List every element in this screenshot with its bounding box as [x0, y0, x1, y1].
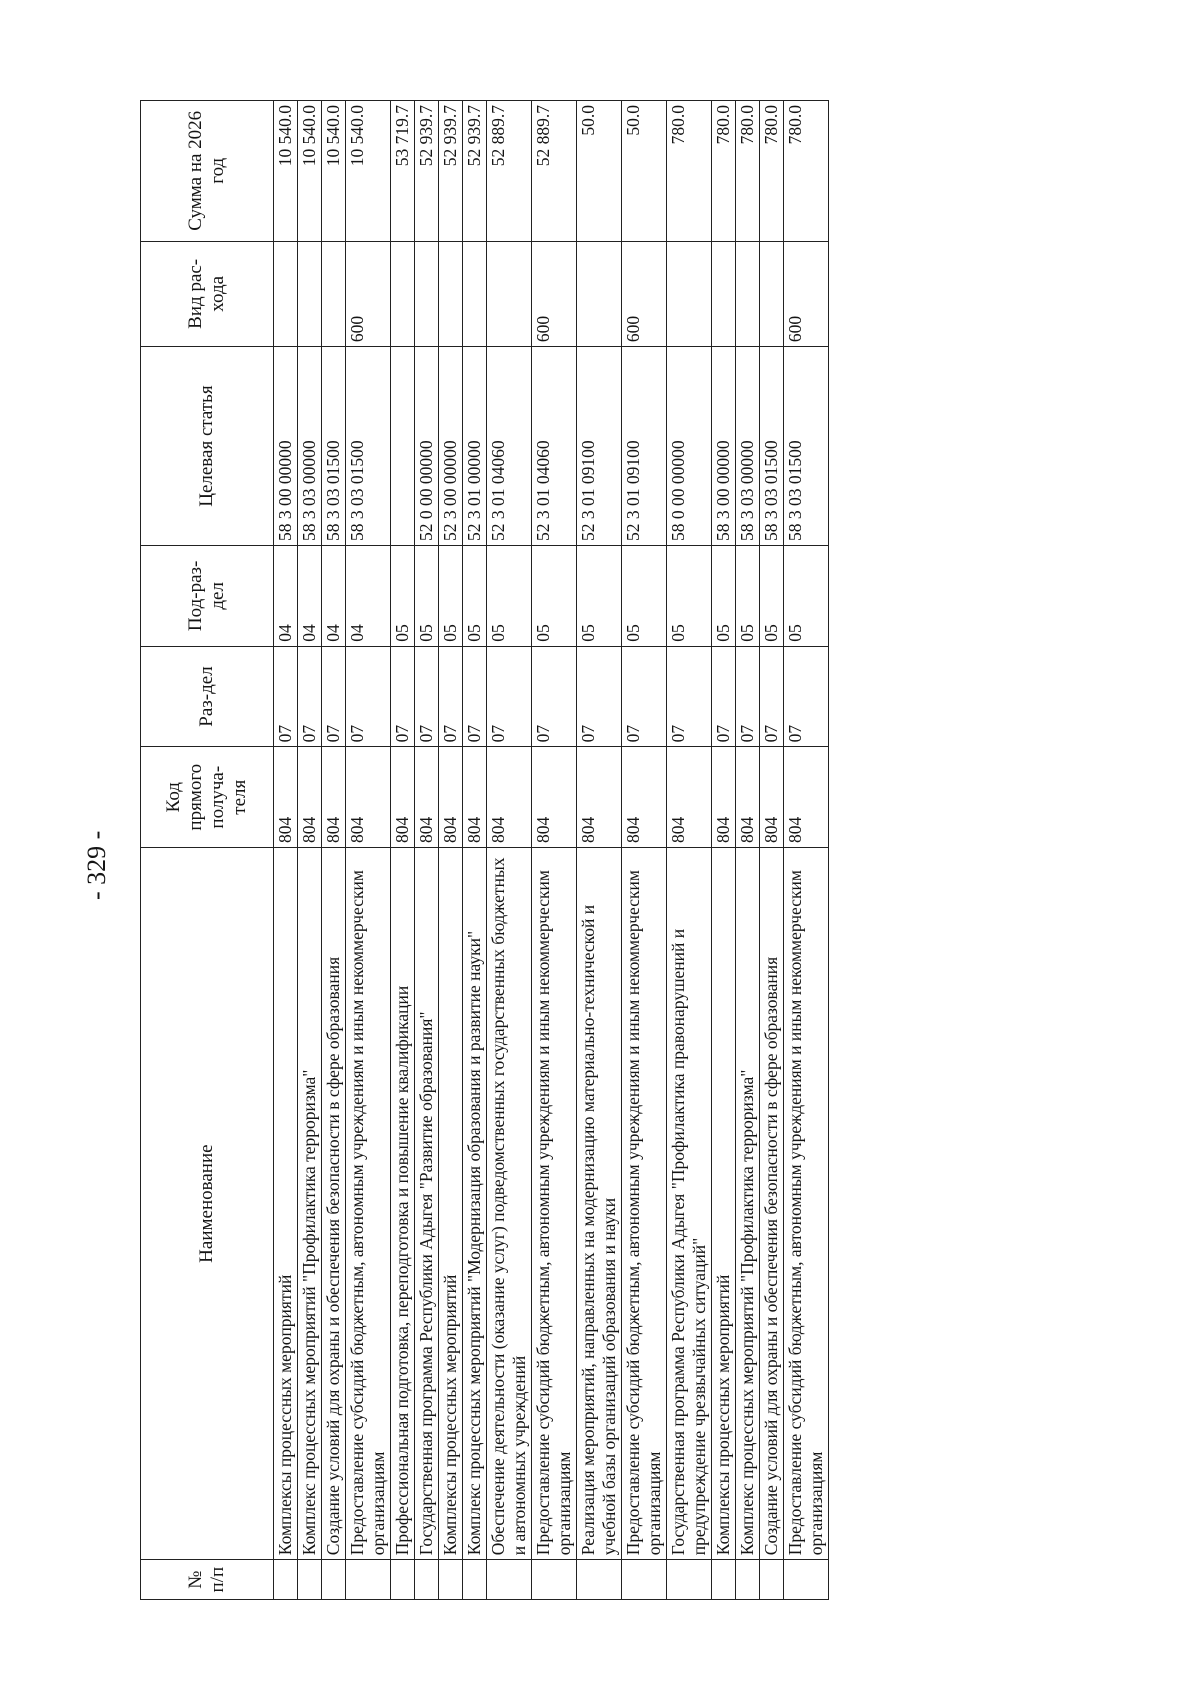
cell-podrazdel: 05 — [415, 546, 439, 647]
cell-summa: 52 889.7 — [532, 101, 577, 242]
cell-celevaya: 52 3 01 09100 — [577, 347, 622, 546]
cell-code: 804 — [667, 747, 712, 848]
cell-podrazdel: 05 — [532, 546, 577, 647]
cell-name: Комплексы процессных мероприятий — [712, 848, 736, 1560]
cell-podrazdel: 05 — [439, 546, 463, 647]
cell-code: 804 — [415, 747, 439, 848]
cell-code: 804 — [346, 747, 391, 848]
header-code: Код прямого получа-теля — [141, 747, 274, 848]
cell-vid — [760, 241, 784, 347]
cell-razdel: 07 — [346, 646, 391, 747]
cell-vid: 600 — [622, 241, 667, 347]
cell-name: Предоставление субсидий бюджетным, автономным учреждениям и иным некоммерческим организациям — [784, 848, 829, 1560]
cell-num — [298, 1560, 322, 1600]
cell-name: Комплекс процессных мероприятий "Профилактика терроризма" — [298, 848, 322, 1560]
table-row — [415, 101, 439, 1600]
cell-code: 804 — [736, 747, 760, 848]
table-row — [667, 101, 712, 1600]
cell-celevaya: 52 3 01 04060 — [487, 347, 532, 546]
cell-vid — [274, 241, 298, 347]
cell-code: 804 — [487, 747, 532, 848]
header-celevaya: Целевая статья — [141, 347, 274, 546]
cell-razdel: 07 — [487, 646, 532, 747]
cell-razdel: 07 — [622, 646, 667, 747]
cell-vid — [415, 241, 439, 347]
cell-name: Профессиональная подготовка, переподготовка и повышение квалификации — [391, 848, 415, 1560]
cell-num — [463, 1560, 487, 1600]
cell-podrazdel: 04 — [298, 546, 322, 647]
cell-code: 804 — [532, 747, 577, 848]
cell-podrazdel: 05 — [784, 546, 829, 647]
header-summa: Сумма на 2026 год — [141, 101, 274, 242]
cell-summa: 52 939.7 — [463, 101, 487, 242]
cell-podrazdel: 04 — [346, 546, 391, 647]
cell-code: 804 — [760, 747, 784, 848]
cell-razdel: 07 — [298, 646, 322, 747]
cell-razdel: 07 — [736, 646, 760, 747]
cell-summa: 50.0 — [622, 101, 667, 242]
rotated-table-wrapper — [140, 100, 1090, 1600]
cell-num — [415, 1560, 439, 1600]
cell-num — [487, 1560, 532, 1600]
cell-podrazdel: 05 — [667, 546, 712, 647]
cell-summa: 52 939.7 — [439, 101, 463, 242]
cell-name: Комплексы процессных мероприятий — [274, 848, 298, 1560]
cell-summa: 50.0 — [577, 101, 622, 242]
cell-razdel: 07 — [577, 646, 622, 747]
cell-celevaya: 52 0 00 00000 — [415, 347, 439, 546]
cell-podrazdel: 05 — [487, 546, 532, 647]
cell-num — [622, 1560, 667, 1600]
cell-celevaya: 52 3 00 00000 — [439, 347, 463, 546]
page-number: - 329 - — [82, 830, 111, 900]
cell-vid — [487, 241, 532, 347]
cell-podrazdel: 05 — [391, 546, 415, 647]
cell-razdel: 07 — [760, 646, 784, 747]
cell-num — [274, 1560, 298, 1600]
cell-name: Государственная программа Республики Адыгея "Развитие образования" — [415, 848, 439, 1560]
cell-summa: 52 939.7 — [415, 101, 439, 242]
cell-razdel: 07 — [712, 646, 736, 747]
cell-code: 804 — [463, 747, 487, 848]
cell-podrazdel: 05 — [760, 546, 784, 647]
cell-num — [784, 1560, 829, 1600]
table-row — [298, 101, 322, 1600]
cell-name: Реализация мероприятий, направленных на модернизацию материально-технической и учебной базы организаций образования и науки — [577, 848, 622, 1560]
cell-vid — [322, 241, 346, 347]
cell-celevaya: 58 3 03 01500 — [346, 347, 391, 546]
cell-vid — [736, 241, 760, 347]
header-vid: Вид рас-хода — [141, 241, 274, 347]
cell-vid — [439, 241, 463, 347]
header-podrazdel: Под-раз-дел — [141, 546, 274, 647]
cell-podrazdel: 04 — [274, 546, 298, 647]
header-razdel: Раз-дел — [141, 646, 274, 747]
cell-code: 804 — [274, 747, 298, 848]
cell-celevaya: 58 3 00 00000 — [274, 347, 298, 546]
budget-table — [140, 100, 829, 1600]
cell-num — [346, 1560, 391, 1600]
table-row — [346, 101, 391, 1600]
cell-vid: 600 — [346, 241, 391, 347]
cell-razdel: 07 — [439, 646, 463, 747]
table-row — [784, 101, 829, 1600]
cell-name: Комплекс процессных мероприятий "Профилактика терроризма" — [736, 848, 760, 1560]
cell-celevaya: 58 3 03 00000 — [298, 347, 322, 546]
cell-vid — [298, 241, 322, 347]
cell-podrazdel: 05 — [712, 546, 736, 647]
cell-num — [322, 1560, 346, 1600]
cell-razdel: 07 — [415, 646, 439, 747]
cell-celevaya: 58 0 00 00000 — [667, 347, 712, 546]
cell-razdel: 07 — [391, 646, 415, 747]
cell-celevaya: 58 3 03 01500 — [322, 347, 346, 546]
cell-vid — [667, 241, 712, 347]
table-row — [760, 101, 784, 1600]
cell-celevaya: 52 3 01 04060 — [532, 347, 577, 546]
cell-num — [667, 1560, 712, 1600]
cell-celevaya — [391, 347, 415, 546]
cell-celevaya: 52 3 01 00000 — [463, 347, 487, 546]
cell-num — [712, 1560, 736, 1600]
cell-num — [760, 1560, 784, 1600]
cell-num — [391, 1560, 415, 1600]
table-row — [532, 101, 577, 1600]
cell-name: Создание условий для охраны и обеспечения безопасности в сфере образования — [760, 848, 784, 1560]
cell-vid — [712, 241, 736, 347]
cell-name: Создание условий для охраны и обеспечения безопасности в сфере образования — [322, 848, 346, 1560]
table-row — [712, 101, 736, 1600]
cell-code: 804 — [712, 747, 736, 848]
cell-summa: 10 540.0 — [274, 101, 298, 242]
cell-code: 804 — [622, 747, 667, 848]
cell-name: Комплекс процессных мероприятий "Модернизация образования и развитие науки" — [463, 848, 487, 1560]
cell-summa: 10 540.0 — [298, 101, 322, 242]
table-row — [463, 101, 487, 1600]
table-row — [736, 101, 760, 1600]
table-row — [274, 101, 298, 1600]
cell-summa: 780.0 — [736, 101, 760, 242]
cell-code: 804 — [784, 747, 829, 848]
table-row — [577, 101, 622, 1600]
cell-name: Предоставление субсидий бюджетным, автономным учреждениям и иным некоммерческим организациям — [346, 848, 391, 1560]
cell-name: Государственная программа Республики Адыгея "Профилактика правонарушений и предупреждение чрезвычайных ситуаций" — [667, 848, 712, 1560]
table-row — [622, 101, 667, 1600]
cell-vid — [577, 241, 622, 347]
cell-celevaya: 58 3 03 01500 — [784, 347, 829, 546]
cell-num — [532, 1560, 577, 1600]
cell-code: 804 — [577, 747, 622, 848]
cell-name: Предоставление субсидий бюджетным, автономным учреждениям и иным некоммерческим организациям — [622, 848, 667, 1560]
cell-code: 804 — [298, 747, 322, 848]
cell-summa: 10 540.0 — [322, 101, 346, 242]
cell-podrazdel: 05 — [577, 546, 622, 647]
cell-celevaya: 58 3 00 00000 — [712, 347, 736, 546]
cell-vid — [391, 241, 415, 347]
cell-vid: 600 — [532, 241, 577, 347]
cell-summa: 780.0 — [712, 101, 736, 242]
cell-vid: 600 — [784, 241, 829, 347]
cell-podrazdel: 05 — [622, 546, 667, 647]
cell-num — [577, 1560, 622, 1600]
cell-summa: 780.0 — [784, 101, 829, 242]
table-row — [487, 101, 532, 1600]
table-header — [141, 101, 274, 1600]
cell-code: 804 — [391, 747, 415, 848]
cell-celevaya: 58 3 03 00000 — [736, 347, 760, 546]
cell-name: Предоставление субсидий бюджетным, автономным учреждениям и иным некоммерческим организациям — [532, 848, 577, 1560]
header-num: № п/п — [141, 1560, 274, 1600]
cell-name: Обеспечение деятельности (оказание услуг) подведомственных государственных бюджетных и автономных учреждений — [487, 848, 532, 1560]
cell-num — [736, 1560, 760, 1600]
cell-razdel: 07 — [532, 646, 577, 747]
header-row — [141, 101, 274, 1600]
cell-razdel: 07 — [463, 646, 487, 747]
cell-celevaya: 58 3 03 01500 — [760, 347, 784, 546]
cell-summa: 52 889.7 — [487, 101, 532, 242]
cell-summa: 780.0 — [760, 101, 784, 242]
cell-vid — [463, 241, 487, 347]
cell-podrazdel: 04 — [322, 546, 346, 647]
cell-razdel: 07 — [784, 646, 829, 747]
cell-razdel: 07 — [322, 646, 346, 747]
table-row — [439, 101, 463, 1600]
cell-summa: 780.0 — [667, 101, 712, 242]
table-row — [322, 101, 346, 1600]
cell-summa: 10 540.0 — [346, 101, 391, 242]
cell-summa: 53 719.7 — [391, 101, 415, 242]
cell-num — [439, 1560, 463, 1600]
cell-razdel: 07 — [274, 646, 298, 747]
cell-podrazdel: 05 — [463, 546, 487, 647]
cell-code: 804 — [439, 747, 463, 848]
cell-code: 804 — [322, 747, 346, 848]
table-row — [391, 101, 415, 1600]
cell-celevaya: 52 3 01 09100 — [622, 347, 667, 546]
cell-podrazdel: 05 — [736, 546, 760, 647]
header-name: Наименование — [141, 848, 274, 1560]
cell-name: Комплексы процессных мероприятий — [439, 848, 463, 1560]
cell-razdel: 07 — [667, 646, 712, 747]
table-body — [274, 101, 829, 1600]
